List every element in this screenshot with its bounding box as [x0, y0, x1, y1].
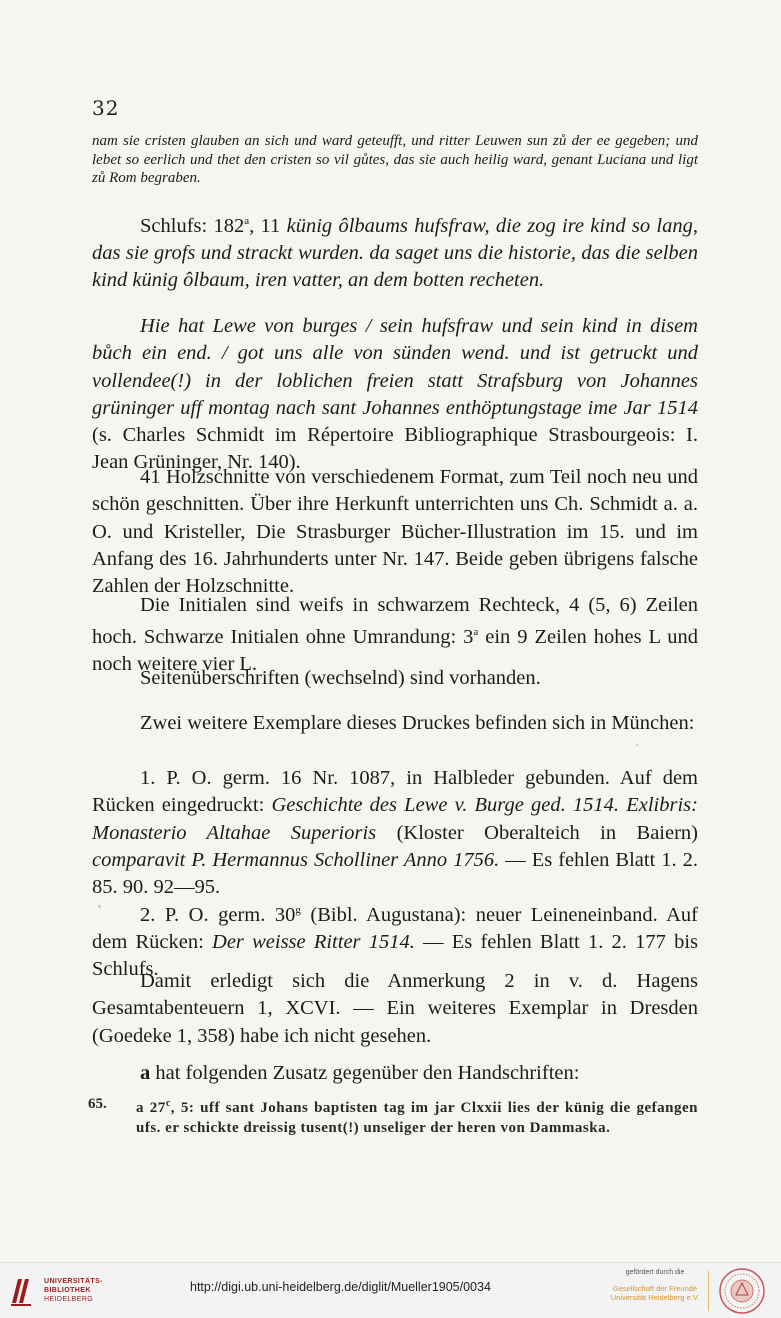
p7-a: 1. P. O. germ. 16 Nr. 1087, in Halbleder gebunden. Auf dem Rücken eingedruckt:: [92, 767, 698, 817]
p4-start: Die Initialen sind weifs in schwarzem Rechteck, 4 (5, 6) Zeilen hoch. Schwarze Initialen ohne Umrandung: 3: [92, 594, 698, 649]
scan-speck: [98, 905, 101, 908]
note-number: 65.: [88, 1096, 107, 1112]
scan-speck: [636, 744, 638, 746]
p8-italic: Der weisse Ritter 1514.: [212, 931, 415, 954]
intro-italic-text: nam sie cristen glauben an sich und ward geteufft, und ritter Leuwen sun zů der ee gegeben; und lebet so eerlich und thet den cristen so vil gůtes, das sie auch heilig ward, genant Luciana und ligt zů Rom begraben.: [92, 133, 698, 186]
p2-roman: (s. Charles Schmidt im Répertoire Bibliographique Strasbourgeois: I. Jean Grüninger, Nr. 140).: [92, 424, 698, 474]
paragraph-exemplar-1: [92, 765, 698, 901]
library-line-2: BIBLIOTHEK: [44, 1287, 91, 1294]
sponsor-divider: [708, 1271, 709, 1311]
p8-a: 2. P. O. germ. 30: [140, 903, 296, 926]
university-seal-icon: [718, 1267, 766, 1315]
p1-start: Schlufs: 182: [140, 214, 245, 237]
library-logo[interactable]: [10, 1273, 130, 1309]
paragraph-seitenueberschriften: Seitenüberschriften (wechselnd) sind vorhanden.: [140, 667, 541, 689]
p10-a: a: [140, 1062, 151, 1084]
p8-c: — Es fehlen Blatt 1. 2. 177 bis Schlufs.: [92, 931, 698, 981]
p7-italic-2: comparavit P. Hermannus Scholliner Anno 1756.: [92, 848, 500, 871]
library-line-3: HEIDELBERG: [44, 1296, 94, 1303]
paragraph-holzschnitte: 41 Holzschnitte von verschiedenem Format, zum Teil noch neu und schön geschnitten. Über ihre Herkunft unterrichten uns Ch. Schmidt a. a. O. und Kristeller, Die Strasburger Bücher-Illustration im 15. und im Anfang des 16. Jahrhunderts unter Nr. 147. Beide geben übrigens falsche Zahlen der Holzschnitte.: [92, 466, 698, 598]
p8-b: (Bibl. Augustana): neuer Leineneinband. Auf dem Rücken:: [92, 903, 698, 954]
paragraph-schluss: [92, 208, 698, 295]
library-emblem-icon: [10, 1273, 32, 1307]
p7-c: — Es fehlen Blatt 1. 2. 85. 90. 92—95.: [92, 848, 698, 899]
page-number: 32: [92, 96, 120, 120]
library-line-1: UNIVERSITÄTS-: [44, 1278, 103, 1285]
sponsor-label: gefördert durch die: [625, 1269, 685, 1276]
paragraph-zusatz: [92, 1060, 698, 1087]
note-sup: c: [165, 1098, 171, 1109]
permalink-url[interactable]: http://digi.ub.uni-heidelberg.de/diglit/Mueller1905/0034: [190, 1280, 491, 1294]
library-name: [44, 1277, 103, 1304]
p1-italic: künig ôlbaums hufsfraw, die zog ire kind so lang, das sie grofs und strackt wurden. da saget uns die historie, das die selben kind künig ôlbaum, iren vatter, an dem botten recheten.: [92, 214, 698, 292]
p7-b: (Kloster Oberalteich in Baiern): [376, 821, 698, 844]
note-text: , 5: uff sant Johans baptisten tag im jar Clxxii lies der künig die gefangen ufs. er schickte dreissig tusent(!) unseliger der heren von Dammaska.: [136, 1100, 698, 1136]
sponsor-org-line-2: Universität Heidelberg e.V.: [610, 1293, 700, 1302]
paragraph-colophon: [92, 313, 698, 477]
p4-end: ein 9 Zeilen hohes L und noch weitere vier L.: [92, 626, 698, 676]
p1-mid: , 11: [249, 214, 287, 237]
viewer-footer: [0, 1262, 781, 1318]
p7-italic-1: Geschichte des Lewe v. Burge ged. 1514. Exlibris: Monasterio Altahae Superioris: [92, 794, 698, 844]
p1-sup: a: [244, 215, 250, 227]
paragraph-anmerkung: Damit erledigt sich die Anmerkung 2 in v. d. Hagens Gesamtabenteuern 1, XCVI. — Ein weiteres Exemplar in Dresden (Goedeke 1, 358) habe ich nicht gesehen.: [92, 970, 698, 1047]
paragraph-exemplare: Zwei weitere Exemplare dieses Druckes befinden sich in München:: [140, 712, 695, 734]
sponsor-org-line-1: Gesellschaft der Freunde: [612, 1284, 698, 1293]
p10-b: hat folgenden Zusatz gegenüber den Handschriften:: [150, 1062, 580, 1084]
sponsor-block[interactable]: [600, 1269, 710, 1302]
note-content: [136, 1094, 698, 1138]
p8-sup: g: [295, 904, 301, 916]
p2-italic: Hie hat Lewe von burges / sein hufsfraw und sein kind in disem bůch ein end. / got uns alle von sünden wend. und ist getruckt und vollendee(!) in der loblichen freien statt Strafsburg von Johannes grüninger uff montag nach sant Johannes enthöptungstage ime Jar 1514: [92, 315, 698, 419]
note-a: a 27: [136, 1100, 166, 1116]
p4-sup: a: [473, 626, 479, 639]
footnote-65: [88, 1094, 698, 1138]
